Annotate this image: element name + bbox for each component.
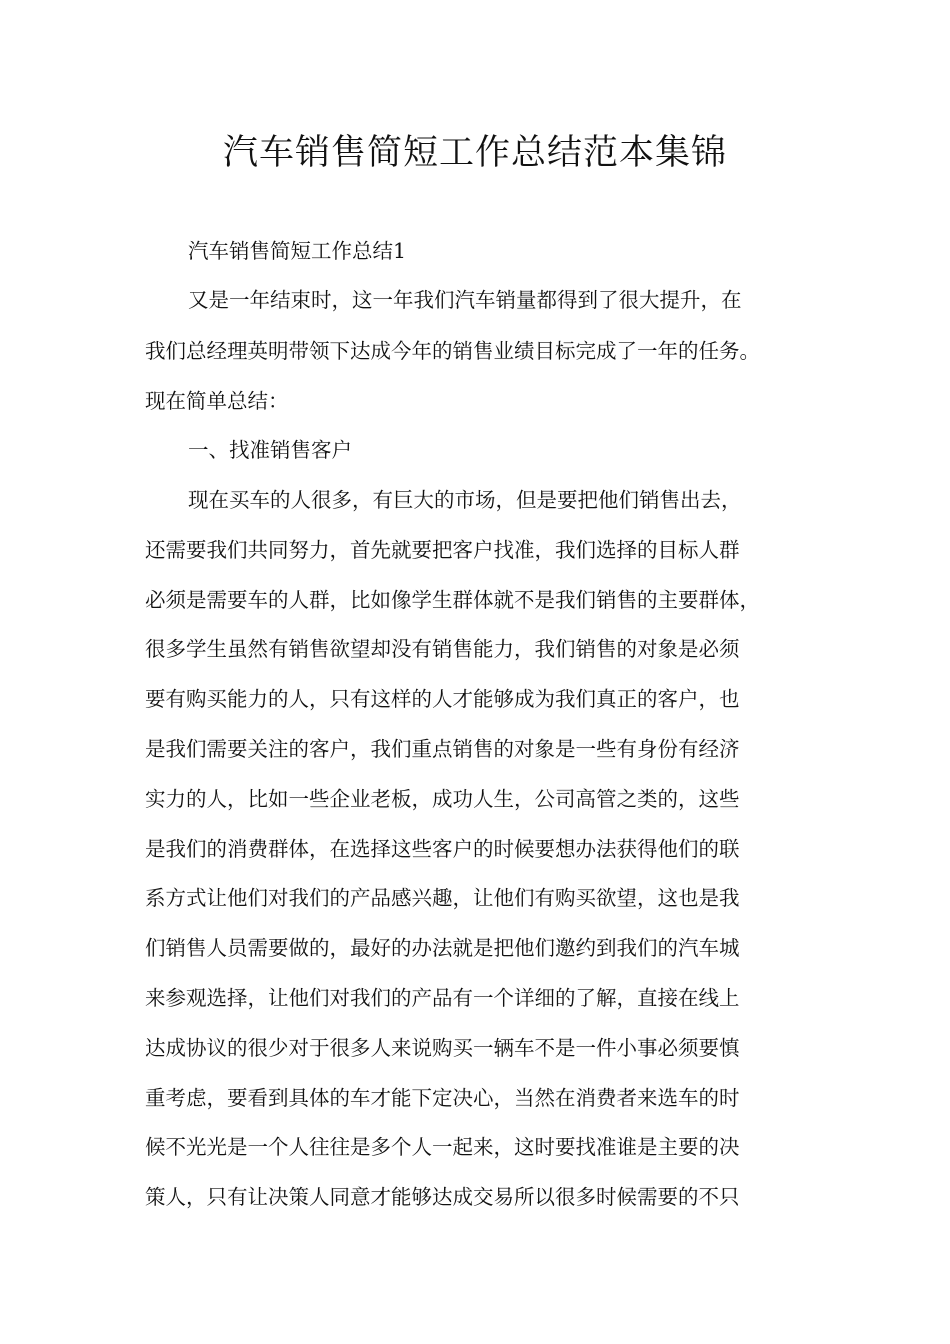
subsection-heading: 一、找准销售客户: [188, 438, 352, 462]
paragraph-line: 系方式让他们对我们的产品感兴趣，让他们有购买欲望，这也是我: [145, 886, 740, 910]
paragraph-line: 候不光光是一个人往往是多个人一起来，这时要找准谁是主要的决: [145, 1135, 740, 1159]
paragraph-line: 来参观选择，让他们对我们的产品有一个详细的了解，直接在线上: [145, 986, 740, 1010]
paragraph-line: 是我们的消费群体，在选择这些客户的时候要想办法获得他们的联: [145, 837, 740, 861]
paragraph-line: 们销售人员需要做的，最好的办法就是把他们邀约到我们的汽车城: [145, 936, 740, 960]
paragraph-line: 还需要我们共同努力，首先就要把客户找准，我们选择的目标人群: [145, 538, 740, 562]
paragraph-line: 必须是需要车的人群，比如像学生群体就不是我们销售的主要群体，: [145, 588, 760, 612]
paragraph-line: 很多学生虽然有销售欲望却没有销售能力，我们销售的对象是必须: [145, 637, 740, 661]
paragraph-line: 达成协议的很少对于很多人来说购买一辆车不是一件小事必须要慎: [145, 1036, 740, 1060]
paragraph-line: 实力的人，比如一些企业老板，成功人生，公司高管之类的，这些: [145, 787, 740, 811]
section-heading: 汽车销售简短工作总结1: [188, 239, 407, 263]
document-title: 汽车销售简短工作总结范本集锦: [222, 133, 727, 173]
paragraph-line: 策人，只有让决策人同意才能够达成交易所以很多时候需要的不只: [145, 1185, 740, 1209]
paragraph-line: 现在买车的人很多，有巨大的市场，但是要把他们销售出去，: [188, 488, 742, 512]
paragraph-line: 要有购买能力的人，只有这样的人才能够成为我们真正的客户，也: [145, 687, 740, 711]
paragraph-line: 重考虑，要看到具体的车才能下定决心，当然在消费者来选车的时: [145, 1086, 740, 1110]
paragraph-line: 现在简单总结：: [145, 389, 289, 413]
paragraph-line: 我们总经理英明带领下达成今年的销售业绩目标完成了一年的任务。: [145, 339, 760, 363]
paragraph-line: 又是一年结束时，这一年我们汽车销量都得到了很大提升，在: [188, 288, 742, 312]
paragraph-line: 是我们需要关注的客户，我们重点销售的对象是一些有身份有经济: [145, 737, 740, 761]
